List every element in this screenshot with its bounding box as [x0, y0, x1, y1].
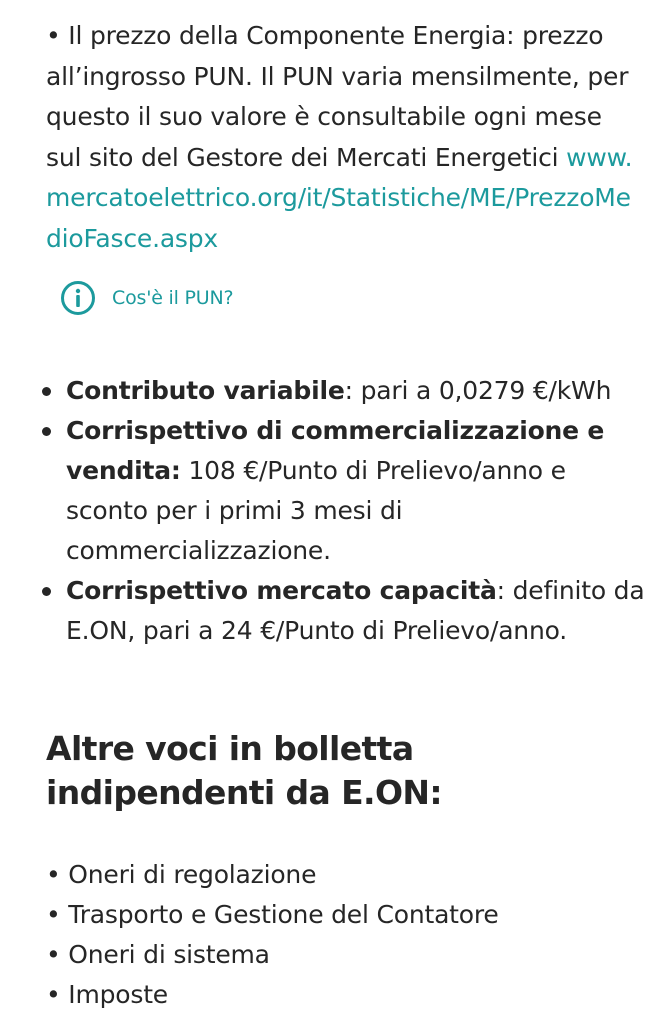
bullet-dot: [42, 427, 51, 436]
list-item: [46, 571, 646, 651]
info-icon: [60, 280, 96, 316]
list-item: • Oneri di sistema: [46, 940, 270, 969]
list-item: [46, 371, 646, 411]
charge-detail: : definito da E.ON, pari a 24 €/Punto di Prelievo/anno.: [66, 576, 645, 645]
mercato-elettrico-link[interactable]: www.mercatoelettrico.org/it/Statistiche/ME/PrezzoMedioFasce.aspx: [46, 142, 633, 253]
charge-detail: : pari a 0,0279 €/kWh: [344, 376, 612, 405]
list-item: • Oneri di regolazione: [46, 860, 317, 889]
charge-title: Contributo variabile: [66, 376, 345, 405]
other-items-list: [46, 855, 499, 1015]
list-item: • Imposte: [46, 980, 168, 1009]
section-heading: Altre voci in bolletta indipendenti da E.ON:: [46, 729, 443, 812]
charge-title: Corrispettivo di commercializzazione e vendita:: [66, 416, 605, 485]
list-item: [46, 411, 646, 571]
pun-price-text: Il prezzo della Componente Energia: prezzo all’ingrosso PUN. Il PUN varia mensilmente, per questo il suo valore è consultabile ogni mese sul sito del Gestore dei Mercati Energetici: [46, 21, 629, 172]
bullet-dot: [42, 387, 51, 396]
list-item: • Trasporto e Gestione del Contatore: [46, 900, 499, 929]
bullet: •: [46, 21, 61, 50]
pun-price-paragraph: [46, 16, 636, 259]
charge-detail: 108 €/Punto di Prelievo/anno e sconto per i primi 3 mesi di commercializzazione.: [66, 456, 566, 565]
charge-title: Corrispettivo mercato capacità: [66, 576, 497, 605]
what-is-pun-label: Cos'è il PUN?: [112, 287, 234, 309]
charges-list: [46, 371, 646, 651]
what-is-pun-link[interactable]: [60, 280, 233, 316]
bullet-dot: [42, 587, 51, 596]
